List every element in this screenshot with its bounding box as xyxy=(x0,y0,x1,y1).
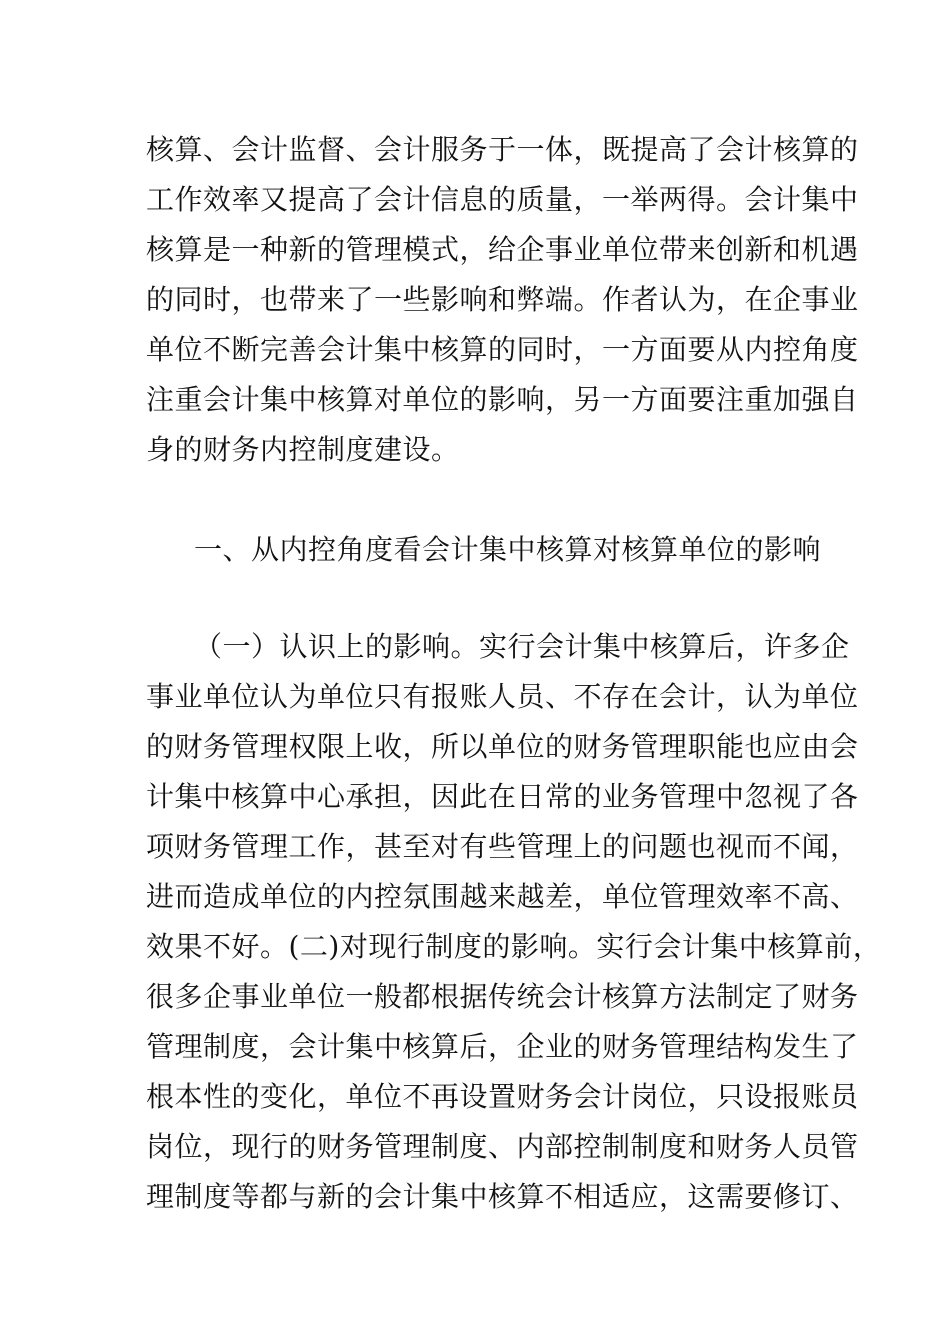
text-line: （一）认识上的影响。实行会计集中核算后，许多企 xyxy=(194,630,850,663)
paragraph-influence xyxy=(146,622,882,1222)
text-line: 身的财务内控制度建设。 xyxy=(146,433,460,466)
text-line: 理制度等都与新的会计集中核算不相适应，这需要修订、 xyxy=(146,1180,859,1213)
text-line: 工作效率又提高了会计信息的质量，一举两得。会计集中 xyxy=(146,183,859,216)
text-line: 项财务管理工作，甚至对有些管理上的问题也视而不闻， xyxy=(146,830,859,863)
section-heading: 一、从内控角度看会计集中核算对核算单位的影响 xyxy=(194,533,822,566)
text-line: 岗位，现行的财务管理制度、内部控制制度和财务人员管 xyxy=(146,1130,859,1163)
text-line: 计集中核算中心承担，因此在日常的业务管理中忽视了各 xyxy=(146,780,859,813)
text-line: 注重会计集中核算对单位的影响，另一方面要注重加强自 xyxy=(146,383,859,416)
text-line: 效果不好。(二)对现行制度的影响。实行会计集中核算前， xyxy=(146,930,882,963)
text-line: 的财务管理权限上收，所以单位的财务管理职能也应由会 xyxy=(146,730,859,763)
text-line: 管理制度，会计集中核算后，企业的财务管理结构发生了 xyxy=(146,1030,859,1063)
text-line: 事业单位认为单位只有报账人员、不存在会计，认为单位 xyxy=(146,680,859,713)
text-line: 进而造成单位的内控氛围越来越差，单位管理效率不高、 xyxy=(146,880,859,913)
text-line: 核算、会计监督、会计服务于一体，既提高了会计核算的 xyxy=(146,133,859,166)
text-line: 根本性的变化，单位不再设置财务会计岗位，只设报账员 xyxy=(146,1080,859,1113)
text-line: 核算是一种新的管理模式，给企事业单位带来创新和机遇 xyxy=(146,233,859,266)
text-line: 单位不断完善会计集中核算的同时，一方面要从内控角度 xyxy=(146,333,859,366)
paragraph-intro xyxy=(146,125,859,475)
text-line: 的同时，也带来了一些影响和弊端。作者认为，在企事业 xyxy=(146,283,859,316)
text-line: 很多企事业单位一般都根据传统会计核算方法制定了财务 xyxy=(146,980,859,1013)
